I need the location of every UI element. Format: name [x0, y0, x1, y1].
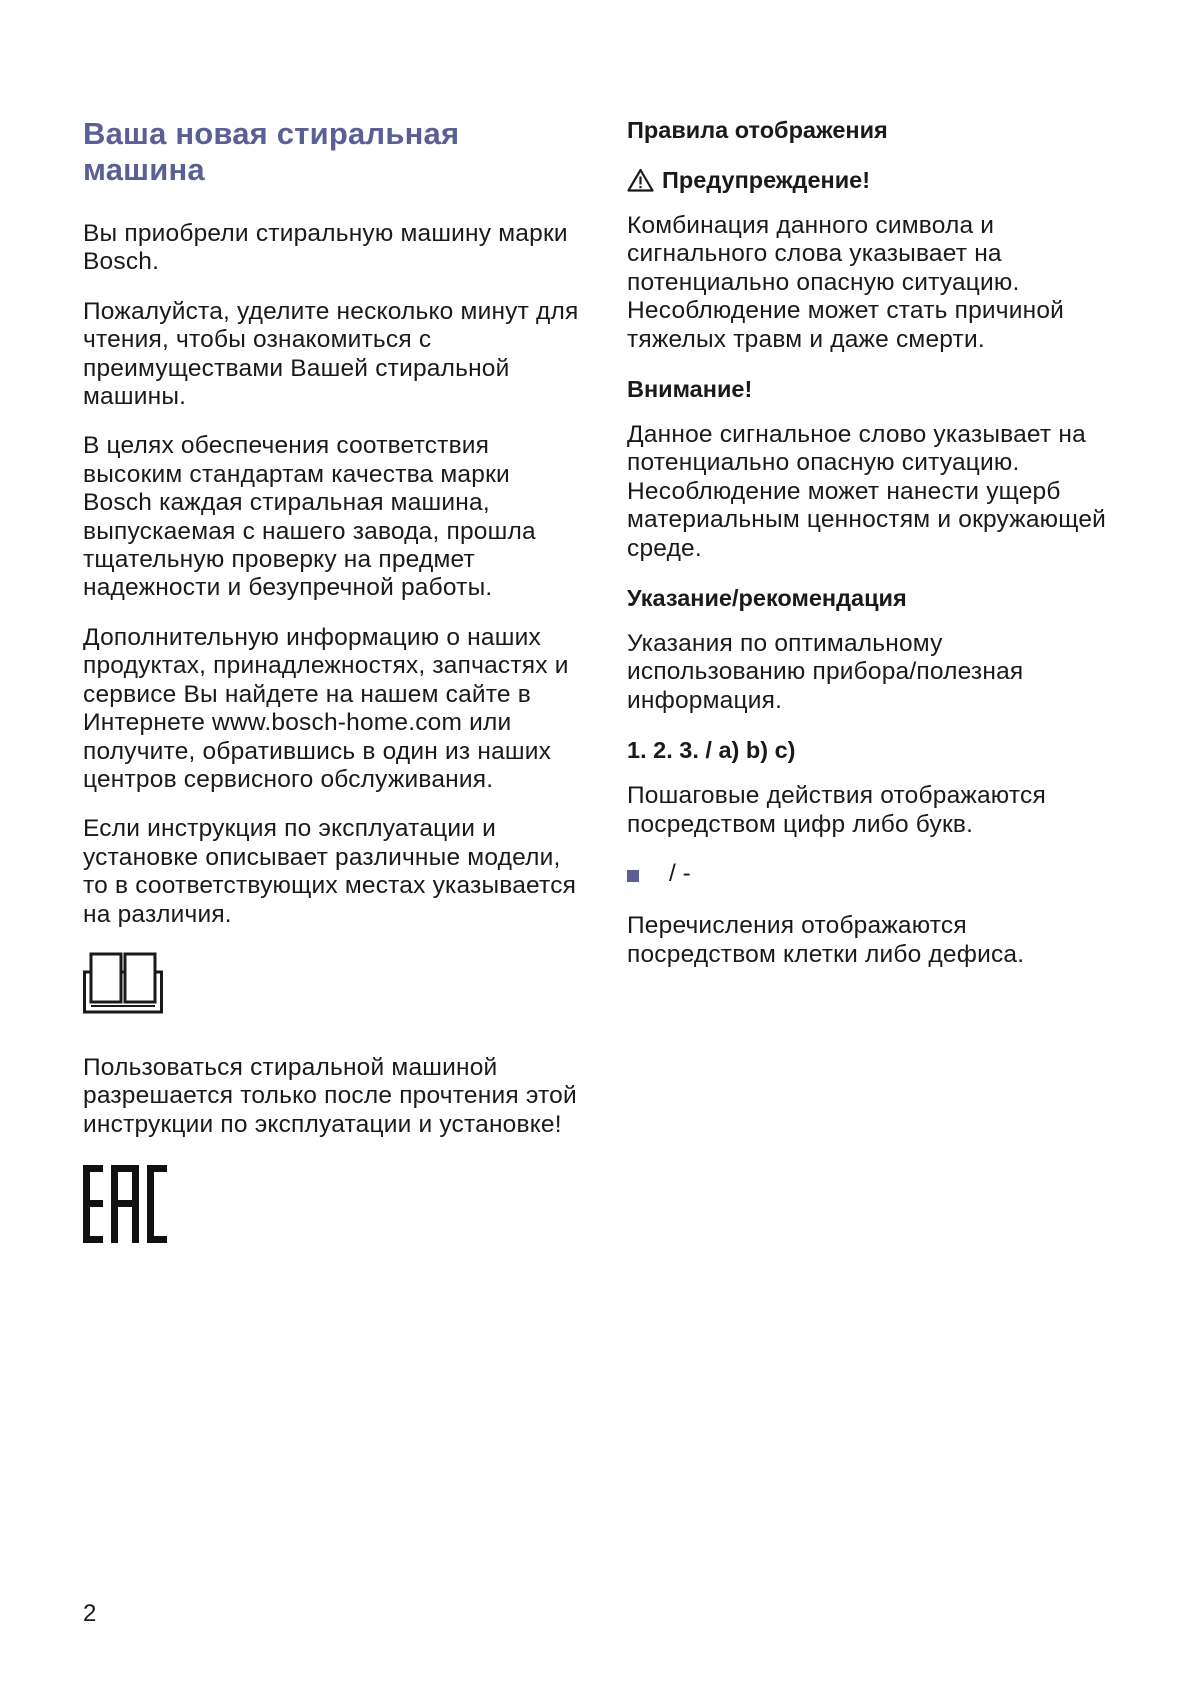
right-column — [627, 116, 1117, 990]
left-column — [83, 116, 583, 1243]
note-heading: Указание/рекомендация — [627, 585, 907, 612]
page-number: 2 — [83, 1600, 97, 1627]
caution-text: Данное сигнальное слово указывает на потенциально опасную ситуацию. Несоблюдение может нанести ущерб материальным ценностям и окружающей среде. — [627, 421, 1107, 562]
list-marker-example — [627, 860, 1117, 888]
display-rules-heading: Правила отображения — [627, 117, 888, 143]
page-title: Ваша новая стиральная машина — [83, 116, 460, 187]
caution-heading: Внимание! — [627, 376, 753, 403]
warning-heading-label: Предупреждение! — [662, 167, 871, 193]
list-text: Перечисления отображаются посредством клетки либо дефиса. — [627, 912, 1025, 968]
note-text: Указания по оптимальному использованию прибора/полезная информация. — [627, 630, 1024, 714]
steps-text: Пошаговые действия отображаются посредством цифр либо букв. — [627, 782, 1046, 838]
info-paragraph: Дополнительную информацию о наших продуктах, принадлежностях, запчастях и сервисе Вы найдете на нашем сайте в Интернете www.bosch-home.com или получите, обратившись в один из наших центров сервисного обслуживания. — [83, 623, 569, 793]
intro-paragraph: Вы приобрели стиральную машину марки Bosch. — [83, 220, 568, 276]
warning-triangle-icon — [627, 168, 654, 192]
book-icon — [83, 950, 163, 1014]
models-paragraph: Если инструкция по эксплуатации и установке описывает различные модели, то в соответствующих местах указывается на различия. — [83, 815, 577, 928]
reading-paragraph: Пожалуйста, уделите несколько минут для чтения, чтобы ознакомиться с преимуществами Вашей стиральной машины. — [83, 297, 579, 411]
eac-logo — [83, 1165, 167, 1243]
square-bullet-icon — [627, 870, 639, 882]
read-first-paragraph: Пользоваться стиральной машиной разрешается только после прочтения этой инструкции по эксплуатации и установке! — [83, 1053, 577, 1138]
quality-paragraph: В целях обеспечения соответствия высоким стандартам качества марки Bosch каждая стиральная машина, выпускаемая с нашего завода, прошла тщательную проверку на предмет надежности и безупречной работы. — [83, 432, 536, 602]
warning-text: Комбинация данного символа и сигнального слова указывает на потенциально опасную ситуацию. Несоблюдение может стать причиной тяжелых травм и даже смерти. — [627, 212, 1065, 353]
warning-heading — [627, 166, 1117, 194]
steps-heading: 1. 2. 3. / a) b) c) — [627, 737, 796, 764]
list-marker-text: / - — [669, 860, 691, 888]
